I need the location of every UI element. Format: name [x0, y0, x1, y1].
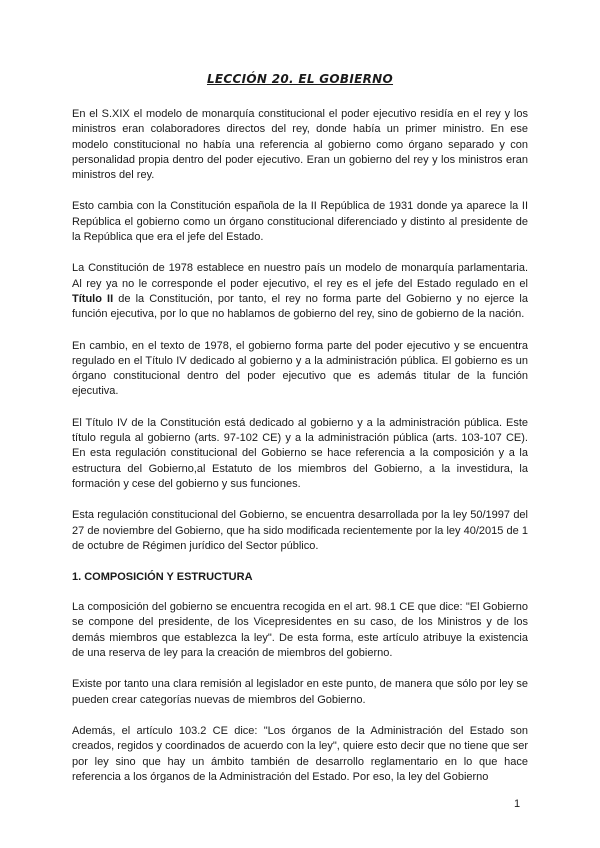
paragraph: Esta regulación constitucional del Gobierno, se encuentra desarrollada por la ley 50/1997 del 27 de noviembre del Gobierno, que ha sido modificada recientemente por la ley 40/2015 de 1 de octubre de Régimen jurídico del Sector público. [72, 509, 528, 552]
paragraph: En cambio, en el texto de 1978, el gobierno forma parte del poder ejecutivo y se encuentra regulado en el Título IV dedicado al gobierno y a la administración pública. El gobierno es un órgano constitucional dentro del poder ejecutivo que es además titular de la función ejecutiva. [72, 339, 528, 398]
paragraph: La composición del gobierno se encuentra recogida en el art. 98.1 CE que dice: "El Gobierno se compone del presidente, de los Vicepresidentes en su caso, de los Ministros y de los demás miembros que establezca la ley". De esta forma, este artículo atribuye la existencia de una reserva de ley para la creación de miembros del gobierno. [72, 601, 528, 660]
page-number: 1 [514, 798, 521, 810]
paragraph [72, 261, 528, 322]
paragraph-text: de la Constitución, por tanto, el rey no forma parte del Gobierno y no ejerce la función ejecutiva, por lo que no hablamos de gobierno del rey, sino de gobierno de la nación. [72, 292, 528, 321]
paragraph: Esto cambia con la Constitución española de la II República de 1931 donde ya aparece la II República el gobierno como un órgano constitucional diferenciado y distinto al presidente de la República que era el jefe del Estado. [72, 200, 528, 244]
paragraph: Existe por tanto una clara remisión al legislador en este punto, de manera que sólo por ley se pueden crear categorías nuevas de miembros del Gobierno. [72, 678, 528, 706]
document-body [72, 107, 528, 801]
page-title: LECCIÓN 20. EL GOBIERNO [206, 72, 394, 86]
bold-reference: Título II [72, 292, 114, 305]
paragraph-text: La Constitución de 1978 establece en nuestro país un modelo de monarquía parlamentaria. Al rey ya no le corresponde el poder ejecutivo, el rey es el jefe del Estado regulado en el [72, 262, 528, 290]
paragraph: El Título IV de la Constitución está dedicado al gobierno y a la administración pública. Este título regula al gobierno (arts. 97-102 CE) y a la administración pública (arts. 103-107 CE). En esta regulación constitucional del Gobierno se hace referencia a la composición y a la estructura del Gobierno,al Estatuto de los miembros del Gobierno, a la investidura, la formación y cese del gobierno y sus funciones. [72, 416, 528, 490]
section-heading: 1. COMPOSICIÓN Y ESTRUCTURA [72, 571, 253, 584]
paragraph: Además, el artículo 103.2 CE dice: "Los órganos de la Administración del Estado son creados, regidos y coordinados de acuerdo con la ley", quiere esto decir que no tiene que ser por ley sino que hay un ámbito también de desarrollo reglamentario en lo que hace referencia a los órganos de la Administración del Estado. Por eso, la ley del Gobierno [72, 724, 528, 783]
paragraph: En el S.XIX el modelo de monarquía constitucional el poder ejecutivo residía en el rey y los ministros eran colaboradores directos del rey, donde había un primer ministro. En ese modelo constitucional no había una referencia al gobierno como órgano separado y con personalidad propia dentro del poder ejecutivo. Eran un gobierno del rey y los ministros eran ministros del rey. [72, 108, 528, 182]
